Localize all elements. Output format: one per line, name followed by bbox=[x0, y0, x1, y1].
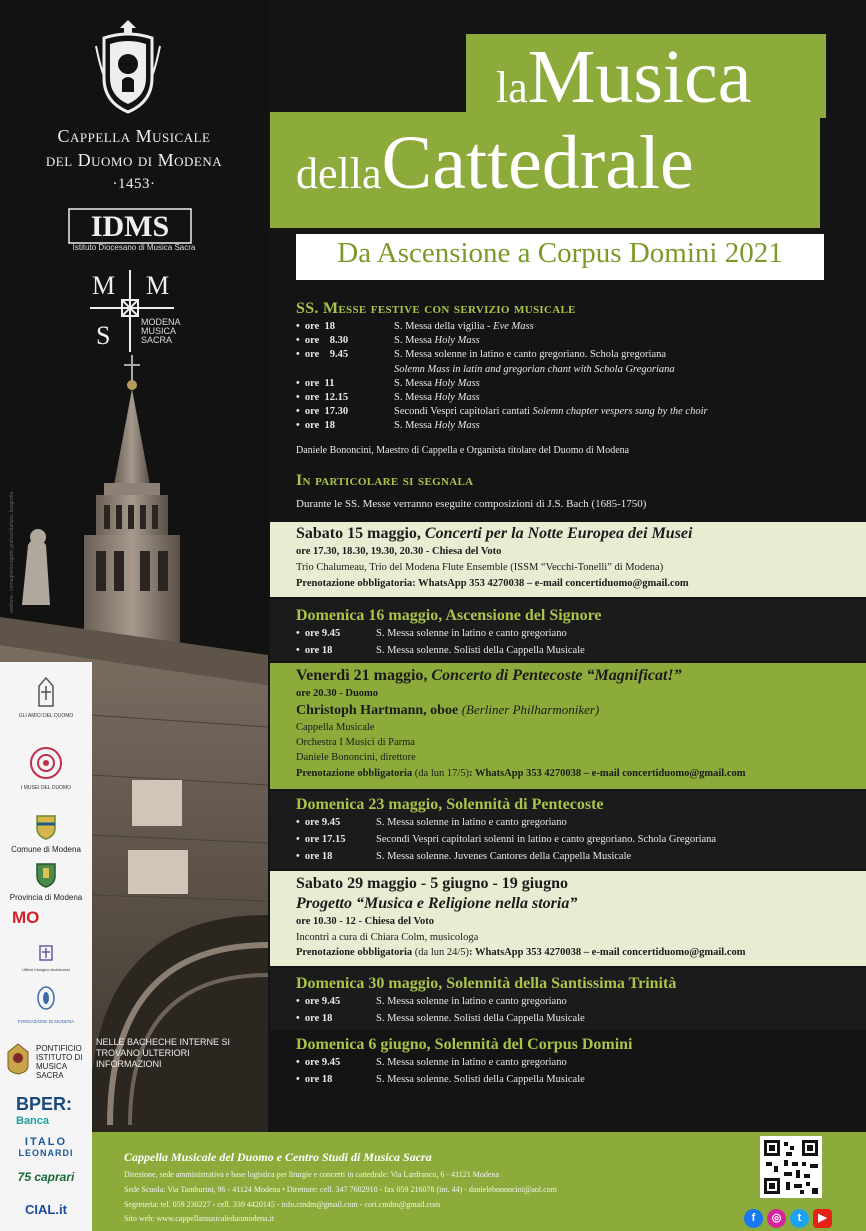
event-item-desc: S. Messa solenne in latino e canto gregoriano bbox=[376, 628, 567, 639]
mass-desc-english: Holy Mass bbox=[434, 335, 480, 347]
mass-desc-english: Solemn chapter vespers sung by the choir bbox=[532, 406, 708, 418]
mass-desc-english: Holy Mass bbox=[434, 392, 480, 403]
org-year: ·1453· bbox=[112, 176, 156, 192]
sponsor-italo-label: ITALO bbox=[24, 1136, 68, 1148]
mass-desc bbox=[394, 392, 480, 403]
sponsor-mo-label: MO bbox=[12, 908, 40, 927]
mms-letter-3: S bbox=[96, 321, 111, 350]
mass-desc-text: S. Messa bbox=[394, 420, 435, 432]
event-item-time: • ore 9.45 bbox=[296, 628, 341, 639]
mass-desc-text: S. Messa bbox=[394, 392, 435, 403]
event3-line1: ore 20.30 - Duomo bbox=[296, 688, 379, 699]
idms-logo bbox=[68, 208, 192, 244]
event-item-time: • ore 18 bbox=[296, 1074, 333, 1085]
sponsor-bper bbox=[0, 1094, 92, 1127]
mass-time: • ore 18 bbox=[296, 420, 336, 432]
twitter-icon[interactable]: t bbox=[790, 1209, 809, 1228]
event1-line2: Trio Chalumeau, Trio del Modena Flute Ensemble (ISSM “Vecchi-Tonelli” di Modena) bbox=[296, 562, 664, 573]
ufficio-liturgico-icon bbox=[38, 944, 54, 962]
mass-desc bbox=[394, 364, 675, 375]
event5-title2 bbox=[296, 895, 577, 913]
event5-booking-date: (da lun 24/5) bbox=[412, 947, 470, 958]
mass-desc-english: Holy Mass bbox=[434, 377, 480, 389]
sponsor-musei-label: I MUSEI DEL DUOMO bbox=[20, 785, 72, 791]
footer-line2: Sede Scuola: Via Tamburini, 96 - 41124 Modena • Direttore: cell. 347 7602910 - fax 059 216078 (int. 44) - danielebononcini@aol.com bbox=[124, 1185, 557, 1194]
sponsor-fondazione bbox=[0, 986, 92, 1024]
event3-soloist-orch: (Berliner Philharmoniker) bbox=[461, 702, 600, 717]
event3-title bbox=[296, 667, 682, 685]
event3-booking-label: Prenotazione obbligatoria bbox=[296, 768, 413, 779]
event2-title: Domenica 16 maggio, Ascensione del Signore bbox=[296, 607, 602, 624]
org-line1: Cappella Musicale bbox=[57, 126, 211, 146]
subtitle: Da Ascensione a Corpus Domini 2021 bbox=[337, 237, 783, 269]
sponsor-caprari bbox=[0, 1170, 92, 1184]
title-cattedrale: Cattedrale bbox=[381, 121, 694, 205]
coat-of-arms-icon bbox=[92, 16, 164, 116]
event7-title: Domenica 6 giugno, Solennità del Corpus Domini bbox=[296, 1036, 633, 1053]
instagram-icon[interactable]: ◎ bbox=[767, 1209, 786, 1228]
event-item-time: • ore 17.15 bbox=[296, 834, 346, 845]
mass-time: • ore 12.15 bbox=[296, 392, 349, 403]
notice-heading: In particolare si segnala bbox=[296, 472, 474, 489]
event5-title2-text: Progetto “Musica e Religione nella storia” bbox=[296, 895, 578, 912]
mass-desc-text: S. Messa solenne in latino e canto gregoriano. Schola gregoriana bbox=[394, 349, 667, 361]
title-della: della bbox=[296, 149, 382, 198]
mass-desc-text: S. Messa bbox=[394, 335, 435, 347]
event3-booking-contact: : WhatsApp 353 4270038 – e-mail concertiduomo@gmail.com bbox=[469, 768, 746, 779]
mms-text-1: MODENA bbox=[141, 317, 181, 327]
event5-line2: Incontri a cura di Chiara Colm, musicologa bbox=[296, 932, 479, 943]
title-line2 bbox=[296, 120, 694, 207]
event-item-desc: S. Messa solenne. Solisti della Cappella Musicale bbox=[376, 1013, 585, 1024]
social-links bbox=[744, 1206, 836, 1226]
event3-title-name: Concerto di Pentecoste “Magnificat!” bbox=[431, 667, 682, 684]
sponsor-comune-label: Comune di Modena bbox=[11, 845, 81, 854]
event1-title-date: Sabato 15 maggio, bbox=[296, 525, 425, 542]
mass-time: • ore 18 bbox=[296, 321, 336, 332]
title-la: la bbox=[496, 63, 528, 112]
footer-title: Cappella Musicale del Duomo e Centro Studi di Musica Sacra bbox=[124, 1150, 432, 1164]
event3-title-date: Venerdì 21 maggio, bbox=[296, 667, 432, 684]
event-item-desc: S. Messa solenne in latino e canto gregoriano bbox=[376, 996, 567, 1007]
mass-desc bbox=[394, 378, 480, 389]
mms-text bbox=[141, 318, 181, 345]
sponsor-bper-label: BPER: bbox=[16, 1094, 73, 1114]
event1-title bbox=[296, 525, 692, 543]
sponsor-caprari-label: 75 caprari bbox=[17, 1170, 75, 1184]
event-item-desc: S. Messa solenne in latino e canto gregoriano bbox=[376, 817, 567, 828]
event5-booking-contact: : WhatsApp 353 4270038 – e-mail concertiduomo@gmail.com bbox=[469, 947, 746, 958]
event5-line1: ore 10.30 - 12 - Chiesa del Voto bbox=[296, 916, 435, 927]
sponsor-italo-leonardi bbox=[0, 1136, 92, 1158]
sponsor-bper-sub: Banca bbox=[16, 1115, 50, 1127]
title-musica: Musica bbox=[527, 35, 752, 119]
mass-desc bbox=[394, 335, 480, 346]
mms-text-3: SACRA bbox=[141, 335, 173, 345]
event3-soloist-name: Christoph Hartmann, oboe bbox=[296, 703, 462, 718]
event-item-time: • ore 9.45 bbox=[296, 996, 341, 1007]
qr-code-icon[interactable] bbox=[760, 1136, 822, 1198]
sponsor-amici-label: GLI AMICI DEL DUOMO bbox=[18, 713, 74, 719]
event3-booking-date: (da lun 17/5) bbox=[412, 768, 470, 779]
mass-desc-english: Eve Mass bbox=[493, 321, 534, 332]
event-item-time: • ore 18 bbox=[296, 1013, 333, 1024]
event-item-desc: S. Messa solenne. Juvenes Cantores della Cappella Musicale bbox=[376, 851, 632, 862]
event1-booking: Prenotazione obbligatoria: WhatsApp 353 4270038 – e-mail concertiduomo@gmail.com bbox=[296, 578, 689, 589]
mass-desc bbox=[394, 406, 708, 417]
event3-soloist bbox=[296, 702, 599, 719]
sponsor-cial bbox=[0, 1202, 92, 1217]
event-item-desc: S. Messa solenne. Solisti della Cappella Musicale bbox=[376, 1074, 585, 1085]
fondazione-icon bbox=[36, 986, 56, 1014]
event-item-time: • ore 9.45 bbox=[296, 1057, 341, 1068]
provincia-shield-icon bbox=[35, 860, 57, 888]
notice-text: Durante le SS. Messe verranno eseguite composizioni di J.S. Bach (1685-1750) bbox=[296, 498, 647, 510]
org-name bbox=[0, 124, 268, 196]
event4-title: Domenica 23 maggio, Solennità di Pentecoste bbox=[296, 796, 604, 813]
sponsor-fondazione-label: FONDAZIONE DI MODENA bbox=[17, 1019, 75, 1024]
sponsor-ufficio-liturgico bbox=[0, 944, 92, 972]
sponsor-leonardi-label: LEONARDI bbox=[18, 1148, 74, 1158]
event-item-desc: S. Messa solenne. Solisti della Cappella Musicale bbox=[376, 645, 585, 656]
footer-line3: Segreteria: tel. 059 230227 - cell. 339 4420145 - info.cmdm@gmail.com - cori.cmdm@gmail.com bbox=[124, 1200, 441, 1209]
event-item-desc: Secondi Vespri capitolari solenni in latino e canto gregoriano. Schola Gregoriana bbox=[376, 834, 717, 845]
amici-duomo-icon bbox=[33, 676, 59, 708]
mass-time: • ore 9.45 bbox=[296, 349, 349, 361]
event1-title-name: Concerti per la Notte Europea dei Musei bbox=[424, 525, 693, 542]
comune-shield-icon bbox=[35, 812, 57, 840]
idms-caption: Istituto Diocesano di Musica Sacra bbox=[72, 243, 196, 252]
director-line: Daniele Bononcini, Maestro di Cappella e Organista titolare del Duomo di Modena bbox=[296, 445, 630, 456]
event5-booking bbox=[296, 947, 745, 958]
facebook-icon[interactable]: f bbox=[744, 1209, 763, 1228]
org-line2: del Duomo di Modena bbox=[45, 150, 223, 170]
event3-line3: Orchestra I Musici di Parma bbox=[296, 737, 415, 748]
event6-title: Domenica 30 maggio, Solennità della Santissima Trinità bbox=[296, 975, 677, 992]
event3-line4: Daniele Bononcini, direttore bbox=[296, 752, 416, 763]
masses-heading: SS. Messe festive con servizio musicale bbox=[296, 300, 576, 317]
event-item-desc: S. Messa solenne in latino e canto gregoriano bbox=[376, 1057, 567, 1068]
sponsor-provincia-label: Provincia di Modena bbox=[9, 893, 83, 902]
mass-desc-english: Solemn Mass in latin and gregorian chant with Schola Gregoriana bbox=[394, 363, 675, 375]
event1-line1: ore 17.30, 18.30, 19.30, 20.30 - Chiesa del Voto bbox=[296, 546, 502, 557]
sponsor-strip bbox=[0, 662, 92, 1231]
youtube-icon[interactable]: ▶ bbox=[813, 1209, 832, 1228]
mass-desc-text: Secondi Vespri capitolari cantati bbox=[394, 406, 533, 418]
sponsor-musei-duomo bbox=[0, 746, 92, 791]
event3-booking bbox=[296, 768, 745, 779]
mms-text-2: MUSICA bbox=[141, 326, 177, 336]
sponsor-ufficio-label: Ufficio Liturgico Arcidiocesi bbox=[22, 967, 70, 972]
event3-line2: Cappella Musicale bbox=[296, 722, 375, 733]
sponsor-pims-label: PONTIFICIO ISTITUTO DI MUSICA SACRA bbox=[36, 1044, 83, 1080]
mms-letter-1: M bbox=[92, 271, 116, 300]
bacheche-note: NELLE BACHECHE INTERNE SI TROVANO ULTERIORI INFORMAZIONI bbox=[96, 1037, 231, 1069]
event-item-time: • ore 18 bbox=[296, 645, 333, 656]
event-item-time: • ore 9.45 bbox=[296, 817, 341, 828]
sponsor-comune bbox=[0, 812, 92, 854]
sponsor-amici-duomo bbox=[0, 676, 92, 719]
sponsor-provincia bbox=[0, 860, 92, 902]
mass-desc-text: S. Messa bbox=[394, 377, 435, 389]
vertical-credit-text: antifona - immagine/progetto grafico/stampa: tipografia bbox=[9, 491, 15, 613]
footer-line1: Direzione, sede amministrativa e base logistica per liturgie e concerti in cattedrale: Via Lanfranco, 6 - 41121 Modena bbox=[124, 1170, 500, 1179]
mass-desc-text: S. Messa della vigilia - bbox=[394, 321, 494, 332]
mass-time: • ore 11 bbox=[296, 377, 335, 389]
mms-letter-2: M bbox=[146, 271, 170, 300]
title-line1 bbox=[496, 34, 752, 121]
mass-time: • ore 8.30 bbox=[296, 335, 349, 347]
footer-line4: Sito web: www.cappellamusicaleduomodena.it bbox=[124, 1214, 275, 1223]
mass-time: • ore 17.30 bbox=[296, 406, 349, 418]
sponsor-cial-label: CIAL.it bbox=[25, 1202, 67, 1217]
mass-desc bbox=[394, 349, 666, 360]
event-item-time: • ore 18 bbox=[296, 851, 333, 862]
event5-title: Sabato 29 maggio - 5 giugno - 19 giugno bbox=[296, 875, 569, 892]
idms-logo-text: IDMS bbox=[90, 210, 170, 243]
pims-crest-icon bbox=[4, 1042, 32, 1076]
mass-desc-english: Holy Mass bbox=[434, 420, 480, 432]
musei-duomo-icon bbox=[29, 746, 63, 780]
mass-desc bbox=[394, 420, 480, 431]
mass-desc bbox=[394, 321, 534, 332]
sponsor-mo bbox=[0, 908, 92, 928]
event5-booking-label: Prenotazione obbligatoria bbox=[296, 947, 413, 958]
